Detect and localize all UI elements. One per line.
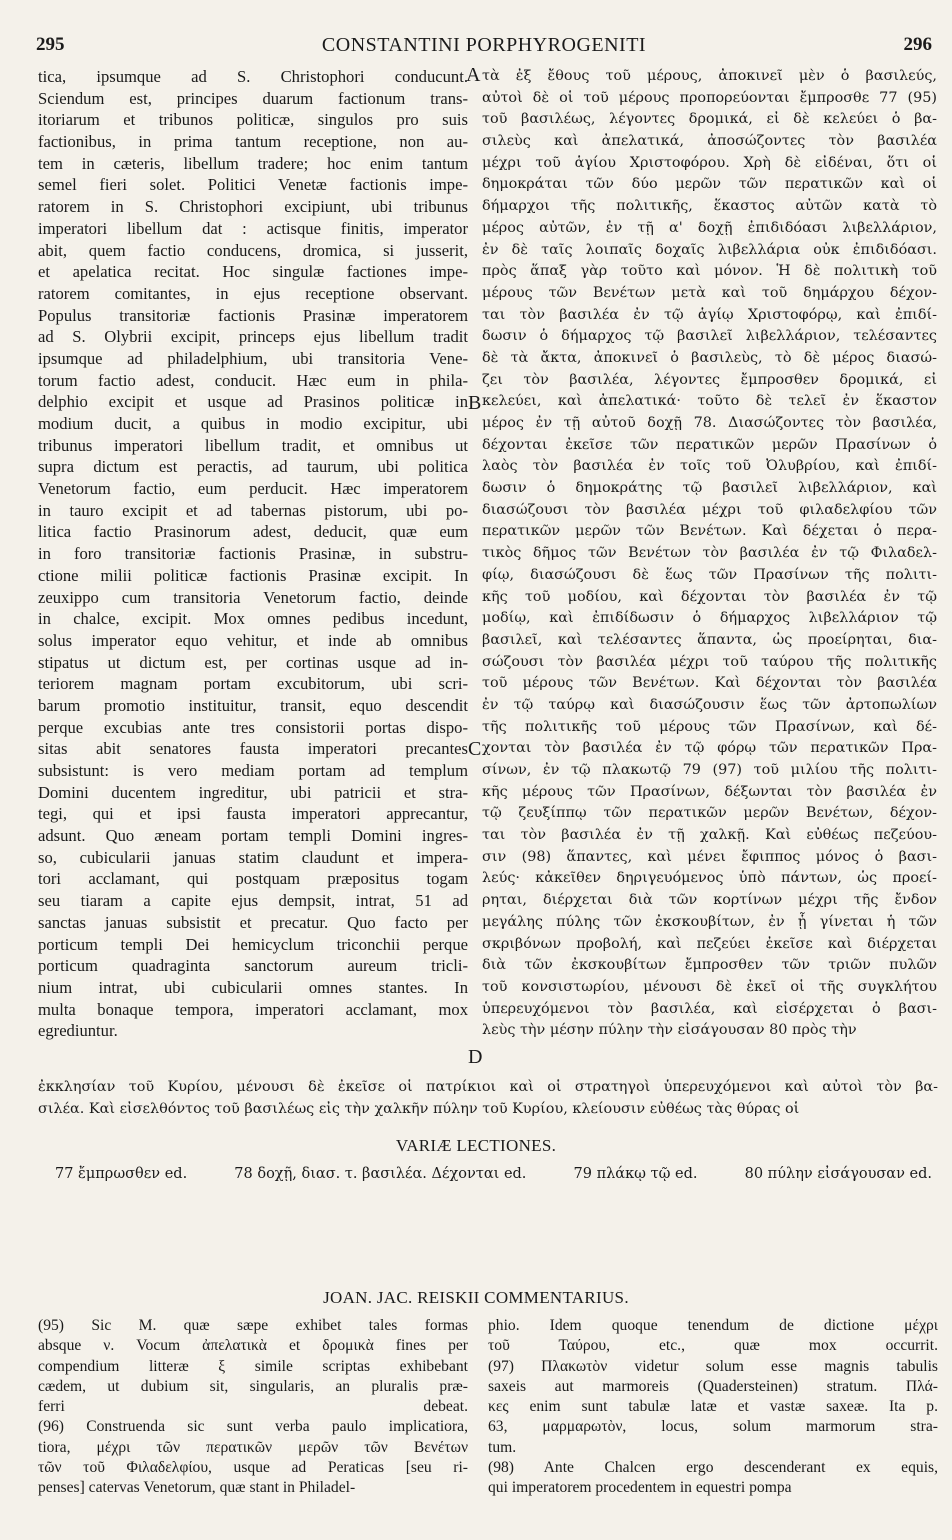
- greek-text-line: περατικῶν μερῶν τῶν Βενέτων. Καὶ δέχεται ὁ περα-: [482, 523, 937, 540]
- greek-text-line: ζει τὸν βασιλέα, λέγοντες ἔμπροσθεν δρομικά, εἰ: [482, 371, 937, 388]
- greek-text-line: ται τὸν βασιλέα ἐν τῷ ἁγίῳ Χριστοφόρῳ, καὶ ἐπιδί-: [482, 306, 937, 323]
- margin-letter-d: D: [468, 1046, 483, 1068]
- latin-text-line: solus imperator equo vehitur, et inde ab omnibus: [38, 630, 468, 650]
- latin-text-line: ratorem comitantes, in ejus receptione observant.: [38, 283, 468, 303]
- margin-letter-c: C: [468, 738, 482, 760]
- latin-text-line: so, cubicularii januas statim claudunt et impera-: [38, 847, 468, 867]
- greek-full-line: ἐκκλησίαν τοῦ Κυρίου, μένουσι δὲ ἐκεῖσε οἱ πατρίκιοι καὶ οἱ στρατηγοὶ ὑπερευχόμενοι καὶ αὐτοὶ τὸν βα-: [38, 1079, 938, 1095]
- commentary-line: absque ν. Vocum ἀπελατικὰ et δρομικὰ fines per: [38, 1337, 468, 1355]
- latin-text-line: nium intrat, ubi cubicularii omnes stantes. In: [38, 977, 468, 997]
- greek-text-line: σκριβόνων προβολή, καὶ πεζεύει ἐκεῖσε καὶ διέρχεται: [482, 935, 937, 952]
- commentary-line: (95) Sic M. quæ sæpe exhibet tales formas: [38, 1317, 468, 1334]
- greek-text-line: τῷ ζευξίππῳ τῶν περατικῶν μερῶν Βενέτων, δέχον-: [482, 805, 937, 822]
- greek-text-line: ἐν τῷ ταύρῳ καὶ διασώζουσιν ἕως τῶν ἀρτοπωλίων: [482, 696, 937, 713]
- variant-reading: 79 πλάκῳ τῷ ed.: [573, 1166, 698, 1182]
- greek-text-line: δέχονται ἐκεῖσε τῶν περατικῶν μερῶν Πρασίνων ὁ: [482, 436, 937, 453]
- margin-letter-b: B: [468, 392, 482, 414]
- greek-text-line: κῆς μέρους τῶν Πρασίνων, δέξωνται τὸν βασιλέα ἐν: [482, 783, 937, 800]
- commentary-line: (98) Ante Chalcen ergo descenderant ex equis,: [488, 1459, 938, 1477]
- greek-text-line: τικὸς δῆμος τῶν Βενέτων τὸν βασιλέα ἐν τῷ Φιλαδελ-: [482, 545, 937, 562]
- latin-text-line: ratorem in S. Christophori excipiunt, ubi tribunus: [38, 197, 468, 217]
- variant-reading: 77 ἔμπρωσθεν ed.: [55, 1166, 188, 1182]
- latin-text-line: et apelatica recitat. Hoc singulæ factiones impe-: [38, 262, 468, 282]
- greek-text-line: λαὸς τὸν βασιλέα ἐν τοῖς τοῦ Ὀλυβρίου, καὶ ἐπιδί-: [482, 458, 937, 475]
- variant-reading: 80 πύλην εἰσάγουσαν ed.: [744, 1166, 932, 1182]
- latin-text-line: Venetorum factio, eum perducit. Hæc imperatorem: [38, 479, 468, 499]
- latin-text-line: sitas abit senatores fausta imperatori precantes: [38, 739, 468, 759]
- greek-text-line: ται τὸν βασιλέα ἐν τῇ χαλκῇ. Καὶ εὐθέως πεζεύου-: [482, 827, 937, 844]
- latin-text-line: ipsumque ad philadelphium, ubi transitoria Vene-: [38, 348, 468, 368]
- latin-text-line: tem in cæteris, libellum tradere; hoc enim tantum: [38, 153, 468, 173]
- commentary-line: saxeis aut marmoreis (Quadersteinen) stratum. Πλά-: [488, 1377, 938, 1395]
- greek-full-line: σιλέα. Καὶ εἰσελθόντος τοῦ βασιλέως εἰς τὴν χαλκῆν πύλην τοῦ Κυρίου, κλείουσιν εὐθέως τὰς θύρας οἱ: [38, 1100, 800, 1117]
- greek-text-line: αὐτοὶ δὲ οἱ τοῦ μέρους προπορεύονται ἔμπροσθε 77 (95): [482, 89, 937, 106]
- greek-text-line: διὰ τῶν ἐκσκουβίτων ἔμπροσθεν τῶν τριῶν πυλῶν: [482, 957, 937, 974]
- latin-text-line: abit, quem factio conducens, dromica, si jusserit,: [38, 240, 468, 260]
- latin-text-line: Populus transitoriæ factionis Prasinæ imperatorem: [38, 305, 468, 325]
- running-title: CONSTANTINI PORPHYROGENITI: [321, 34, 647, 56]
- greek-text-line: μέρους τῶν Βενέτων μετὰ καὶ τοῦ δημάρχου δέχον-: [482, 284, 937, 301]
- latin-text-line: porticum quadraginta sanctorum aureum tricli-: [38, 956, 468, 976]
- greek-text-line: ὑπερευχόμενοι τὸν βασιλέα, καὶ εἰσέρχεται ὁ βασι-: [482, 1000, 937, 1017]
- page-number-left: 295: [36, 34, 65, 55]
- greek-text-line: τοῦ κονσιστωρίου, μένουσι δὲ ἐκεῖ οἱ τῆς συγκλήτου: [482, 978, 937, 995]
- margin-letter-a: A: [466, 64, 481, 86]
- latin-text-line: semel fieri solet. Politici Venetæ factionis impe-: [38, 175, 468, 195]
- greek-text-line: κελεύει, καὶ ἀπελατικά· τοῦτο δὲ τελεῖ ἐν ἕκαστον: [482, 393, 937, 410]
- commentary-line: τοῦ Ταύρου, etc., quæ mox occurrit.: [488, 1337, 938, 1355]
- latin-text-line: supra dictum est peractis, ad taurum, ubi politica: [38, 457, 468, 477]
- latin-text-line: zeuxippo cum transitoria Venetorum factio, deinde: [38, 587, 468, 607]
- greek-text-line: σιν (98) ἅπαντες, καὶ μένει ἔφιππος μόνος ὁ βασι-: [482, 848, 937, 865]
- greek-text-line: φίῳ, διασώζουσι δὲ ἕως τῶν Πρασίνων τῆς πολιτι-: [482, 566, 937, 583]
- commentary-title: JOAN. JAC. REISKII COMMENTARIUS.: [323, 1288, 629, 1307]
- greek-text-line: διασώζουσι τὸν βασιλέα μέχρι τοῦ φιλαδελφίου τῶν: [482, 501, 937, 518]
- greek-text-line: λεὺς τὴν μέσην πύλην τὴν εἰσάγουσαν 80 πρὸς τὴν: [482, 1022, 857, 1039]
- greek-text-line: δήμαρχοι τῆς πολιτικῆς, ἕκαστος αὐτῶν κατὰ τὸ: [482, 198, 937, 215]
- page-header: [36, 34, 932, 64]
- commentary-line: (97) Πλακωτὸν videtur solum esse magnis tabulis: [488, 1357, 938, 1375]
- commentary-line: cædem, ut dubium sit, singularis, an pluralis præ-: [38, 1377, 468, 1395]
- latin-text-line: modium ducit, a quibus in modio excipitur, ubi: [38, 414, 468, 433]
- greek-text-line: τοῦ μέρους τῶν Βενέτων. Καὶ δέχονται τὸν βασιλέα: [482, 675, 937, 692]
- latin-text-line: egrediuntur.: [38, 1021, 118, 1041]
- greek-text-line: τοῦ βασιλέως, λέγοντες δρομικά, εἰ δὲ κελεύει ὁ βα-: [482, 111, 937, 128]
- greek-text-line: λεύς· κἀκεῖθεν δηριγευόμενος ὑπὸ πάντων, ὡς προεί-: [482, 870, 937, 887]
- latin-text-line: delphio excipit et usque ad Prasinos politicæ in: [38, 392, 468, 412]
- latin-text-line: in chalce, excipit. Mox omnes pedibus incedunt,: [38, 609, 468, 629]
- greek-text-line: δὲ τὰ ἄκτα, ἀποκινεῖ ὁ βασιλεὺς, τὸ δὲ μέρος διασώ-: [482, 349, 937, 366]
- commentary-line: tiora, μέχρι τῶν περατικῶν μερῶν τῶν Βενέτων: [38, 1438, 468, 1456]
- greek-text-line: ἐν δὲ ταῖς λοιπαῖς δοχαῖς λιβελλάρια οὐκ ἐπιδιδόασι.: [482, 241, 937, 258]
- greek-text-line: σιλεὺς καὶ ἀπελατικά, ἀποσώζοντες τὸν βασιλέα: [482, 133, 937, 150]
- greek-text-line: μεγάλης πύλης τῶν ἐκσκουβίτων, ἐν ᾗ γίνεται ἡ τῶν: [482, 913, 937, 930]
- latin-text-column: [38, 66, 468, 1042]
- page-number-right: 296: [903, 34, 932, 55]
- greek-text-line: βασιλεῖ, καὶ τελέσαντες ἅπαντα, ὡς προείρηται, δια-: [482, 631, 937, 648]
- latin-text-line: in foro transitoriæ factionis Prasinæ, in substru-: [38, 544, 468, 564]
- commentary-left-column: [38, 1316, 468, 1499]
- greek-text-column: [482, 66, 937, 1042]
- latin-text-line: ctione milii politicæ factionis Prasinæ excipit. In: [38, 565, 468, 585]
- latin-text-line: Domini ducentem ingreditur, ubi patricii et stra-: [38, 782, 468, 802]
- commentary-line: 63, μαρμαρωτὸν, locus, solum marmorum stra-: [488, 1418, 938, 1436]
- commentary-line: τῶν τοῦ Φιλαδελφίου, usque ad Peraticas [seu ri-: [38, 1459, 468, 1477]
- latin-text-line: subsistunt: is vero mediam portam ad templum: [38, 761, 468, 780]
- greek-full-width-text: [38, 1077, 938, 1120]
- latin-text-line: litica factio Prasinorum adest, deducit, quæ eum: [38, 522, 468, 542]
- latin-text-line: barum promotio instituitur, transit, equo descendit: [38, 695, 468, 715]
- commentary-line: phio. Idem quoque tenendum de dictione μέχρι: [488, 1317, 938, 1334]
- latin-text-line: factionibus, in prima tantum receptione, non au-: [38, 132, 468, 152]
- greek-text-line: δωσιν ὁ δημοκράτης τῷ βασιλεῖ λιβελλάριον, καὶ: [482, 480, 937, 497]
- latin-text-line: tica, ipsumque ad S. Christophori conducunt.: [38, 67, 468, 86]
- latin-text-line: porticum templi Dei hemicyclum triconchii perque: [38, 934, 468, 954]
- greek-text-line: μέρος αὐτῶν, ἐν τῇ α' δοχῇ ἐπιδιδόασι λιβελλάριον,: [482, 219, 937, 236]
- commentary-line: tum.: [488, 1438, 517, 1456]
- greek-text-line: τὰ ἐξ ἔθους τοῦ μέρους, ἀποκινεῖ μὲν ὁ βασιλεύς,: [482, 68, 937, 84]
- greek-text-line: σώζουσι τὸν βασιλέα μέχρι τοῦ ταύρου τῆς πολιτικῆς: [482, 653, 937, 670]
- greek-text-line: μέρος ἐν τῇ αὐτοῦ δοχῇ 78. Διασώζοντες τὸν βασιλέα,: [482, 415, 937, 431]
- greek-text-line: μέχρι τοῦ ἁγίου Χριστοφόρου. Χρὴ δὲ εἰδέναι, ὅτι οἱ: [482, 154, 937, 171]
- variae-lectiones-list: [55, 1166, 932, 1182]
- greek-text-line: δωσιν ὁ δήμαρχος τῷ βασιλεῖ λιβελλάριον, τελέσαντες: [482, 328, 937, 345]
- commentary-line: ferri debeat.: [38, 1398, 468, 1416]
- greek-text-line: κῆς τοῦ μοδίου, καὶ δέχονται τὸν βασιλέα ἐν τῷ: [482, 588, 937, 605]
- commentary-right-column: [488, 1316, 938, 1499]
- greek-text-line: ρηται, διέρχεται διὰ τῶν κορτίνων μέχρι τῆς ἔνδον: [482, 892, 937, 909]
- commentary-line: compendium litteræ ξ simile scriptas exhibebant: [38, 1357, 468, 1375]
- commentary-line: (96) Construenda sic sunt verba paulo implicatiora,: [38, 1418, 468, 1436]
- greek-text-line: δημοκράται τῶν δύο μερῶν τῶν περατικῶν καὶ οἱ: [482, 176, 937, 193]
- latin-text-line: sanctas januas subsistit et precatur. Quo facto per: [38, 912, 468, 932]
- latin-text-line: torum factio adest, conducit. Hæc eum in phila-: [38, 370, 468, 390]
- commentary-line: κες enim sunt tabulæ latæ et vastæ saxeæ. Ita p.: [488, 1398, 938, 1416]
- latin-text-line: seu tiaram a capite ejus dempsit, intrat, 51 ad: [38, 891, 468, 911]
- latin-text-line: perque excubias ante tres consistorii portas dispo-: [38, 717, 468, 737]
- latin-text-line: tegi, qui et ipsi fausta imperatori apprecantur,: [38, 804, 468, 824]
- latin-text-line: teriorem magnam portam excubitorum, ubi scri-: [38, 674, 468, 694]
- latin-text-line: imperatori libellum dat : actisque finitis, imperator: [38, 218, 468, 238]
- commentary-line: penses] catervas Venetorum, quæ stant in Philadel-: [38, 1479, 356, 1497]
- latin-text-line: tori acclamant, qui postquam præpositus togam: [38, 869, 468, 889]
- greek-text-line: μοδίῳ, καὶ ἐπιδίδωσιν ὁ δήμαρχος λιβελλάριον τῷ: [482, 610, 937, 627]
- latin-text-line: adsunt. Quo æneam portam templi Domini ingres-: [38, 826, 468, 846]
- latin-text-line: Sciendum est, principes duarum factionum trans-: [38, 88, 468, 108]
- greek-text-line: πρὸς ἅπαξ γὰρ τοῦτο καὶ μόνον. Ἡ δὲ πολιτικὴ τοῦ: [482, 263, 937, 280]
- greek-text-line: χονται τὸν βασιλέα ἐν τῷ φόρῳ τῶν περατικῶν Πρα-: [482, 740, 937, 757]
- latin-text-line: multa bonaque tempora, imperatori acclamant, mox: [38, 999, 468, 1019]
- greek-text-line: σίνων, ἐν τῷ πλακωτῷ 79 (97) τοῦ μιλίου τῆς πολιτι-: [482, 762, 937, 778]
- variant-reading: 78 δοχῇ, διασ. τ. βασιλέα. Δέχονται ed.: [234, 1166, 527, 1182]
- variae-lectiones-title: VARIÆ LECTIONES.: [395, 1136, 557, 1155]
- commentary-line: qui imperatorem procedentem in equestri pompa: [488, 1479, 792, 1497]
- latin-text-line: itoriarum et tribunos politicæ, singulos pro suis: [38, 110, 468, 130]
- latin-text-line: ad S. Olybrii excipit, princeps ejus libellum tradit: [38, 327, 468, 347]
- latin-text-line: tribunus imperatori libellum tradit, et omnibus ut: [38, 435, 468, 455]
- latin-text-line: stipatus ut dictum est, per cortinas usque ad in-: [38, 652, 468, 672]
- greek-text-line: τῆς πολιτικῆς τοῦ μέρους τῶν Πρασίνων, καὶ δέ-: [482, 718, 937, 735]
- latin-text-line: in tauro excipit et ad tabernas pistorum, ubi po-: [38, 500, 468, 520]
